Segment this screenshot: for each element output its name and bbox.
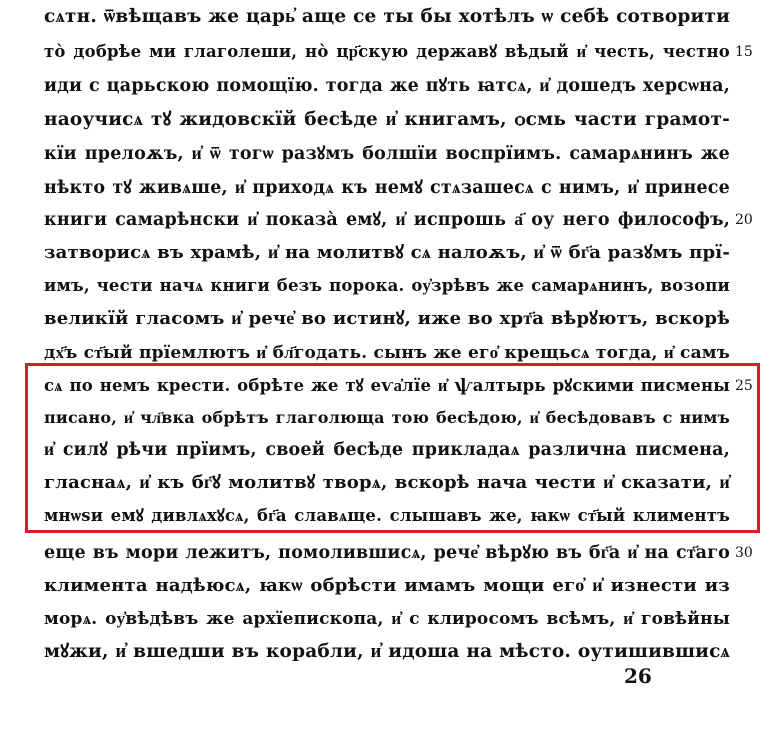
text-line: наоучисѧ тꙋ жидовскїй бесѣде и҆ книгамъ, ѻсмь части грамот-	[44, 109, 730, 130]
line-number: 20	[735, 212, 753, 228]
text-line: то̀ добрѣе ми глаголеши, но̀ цр҃скую державꙋ вѣдый и҆ честь, честно	[44, 42, 730, 61]
line-number: 30	[735, 545, 753, 561]
text-line: иди с царьскою помощїю. тогда же пꙋть ꙗтсѧ, и҆ дошедъ херсѡна,	[44, 76, 730, 96]
text-line: затворисѧ въ храмѣ, и҆ на молитвꙋ сѧ налоѫъ, и҆ ѿ бг҃а разꙋмъ прї-	[44, 242, 730, 263]
red-highlight-box	[25, 363, 760, 533]
line-number: 15	[735, 44, 753, 60]
text-line: имъ, чести начѧ книги безъ порока. оу҆зрѣвъ же самарѧнинъ, возопи	[44, 276, 730, 295]
text-line: мꙋжи, и҆ вшедши въ корабли, и҆ идоша на мѣсто. оутишившисѧ	[44, 641, 730, 662]
line-number: 25	[735, 378, 753, 394]
text-line: нѣкто тꙋ живѧше, и҆ приходѧ къ немꙋ стѧзашесѧ с нимъ, и҆ принесе	[44, 178, 730, 198]
text-line: климента надѣюсѧ, ꙗкѡ обрѣсти имамъ мощи его҆ и҆ изнести из	[44, 575, 730, 596]
text-line: кїи прелоѫъ, и҆ ѿ тогѡ разꙋмъ болшїи воспрїимъ. самарѧнинъ же	[44, 144, 730, 164]
page-number: 26	[624, 664, 652, 688]
highlighted-text-line: сѧ по немъ крести. обрѣте же тꙋ еѵа҆лїе и҆ ѱалтырь рꙋскими писмены	[44, 376, 730, 395]
highlighted-text-line: мнѡѕи емꙋ дивлѧхꙋсѧ, бг҃а славѧще. слышавъ же, ꙗкѡ ст҃ый климентъ	[44, 506, 730, 525]
text-line: дх҃ъ ст҃ый прїемлютъ и҆ бл҃годать. сынъ же его҆ крещьсѧ тогда, и҆ самъ	[44, 343, 730, 363]
highlighted-text-line: гласнаѧ, и҆ къ бг҃ꙋ молитвꙋ творѧ, вскорѣ нача чести и҆ сказати, и҆	[44, 472, 730, 493]
text-line: еще въ мори лежитъ, помолившисѧ, рече҆ вѣрꙋю въ бг҃а и҆ на ст҃аго	[44, 543, 730, 563]
highlighted-text-line: и҆ силꙋ рѣчи прїимъ, своей бесѣде прикладаѧ различна писмена,	[44, 440, 730, 460]
text-line: сѧтн. ѿвѣщавъ же царь҆ аще се ты бы хотѣлъ ѡ себѣ сотворити	[44, 6, 730, 27]
text-line: великїй гласомъ и҆ рече҆ во истинꙋ, иже во хрт҃а вѣрꙋютъ, вскорѣ	[44, 308, 730, 329]
text-line: морѧ. оу҆вѣдѣвъ же архїепископа, и҆ с клиросомъ всѣмъ, и҆ говѣйны	[44, 609, 730, 629]
text-line: книги самарѣнски и҆ показа̀ емꙋ, и҆ испрошь а҃ оу него философъ,	[44, 210, 730, 230]
highlighted-text-line: писано, и҆ чл҃вка обрѣтъ глаголюща тою бесѣдою, и҆ бесѣдовавъ с нимъ	[44, 408, 730, 427]
